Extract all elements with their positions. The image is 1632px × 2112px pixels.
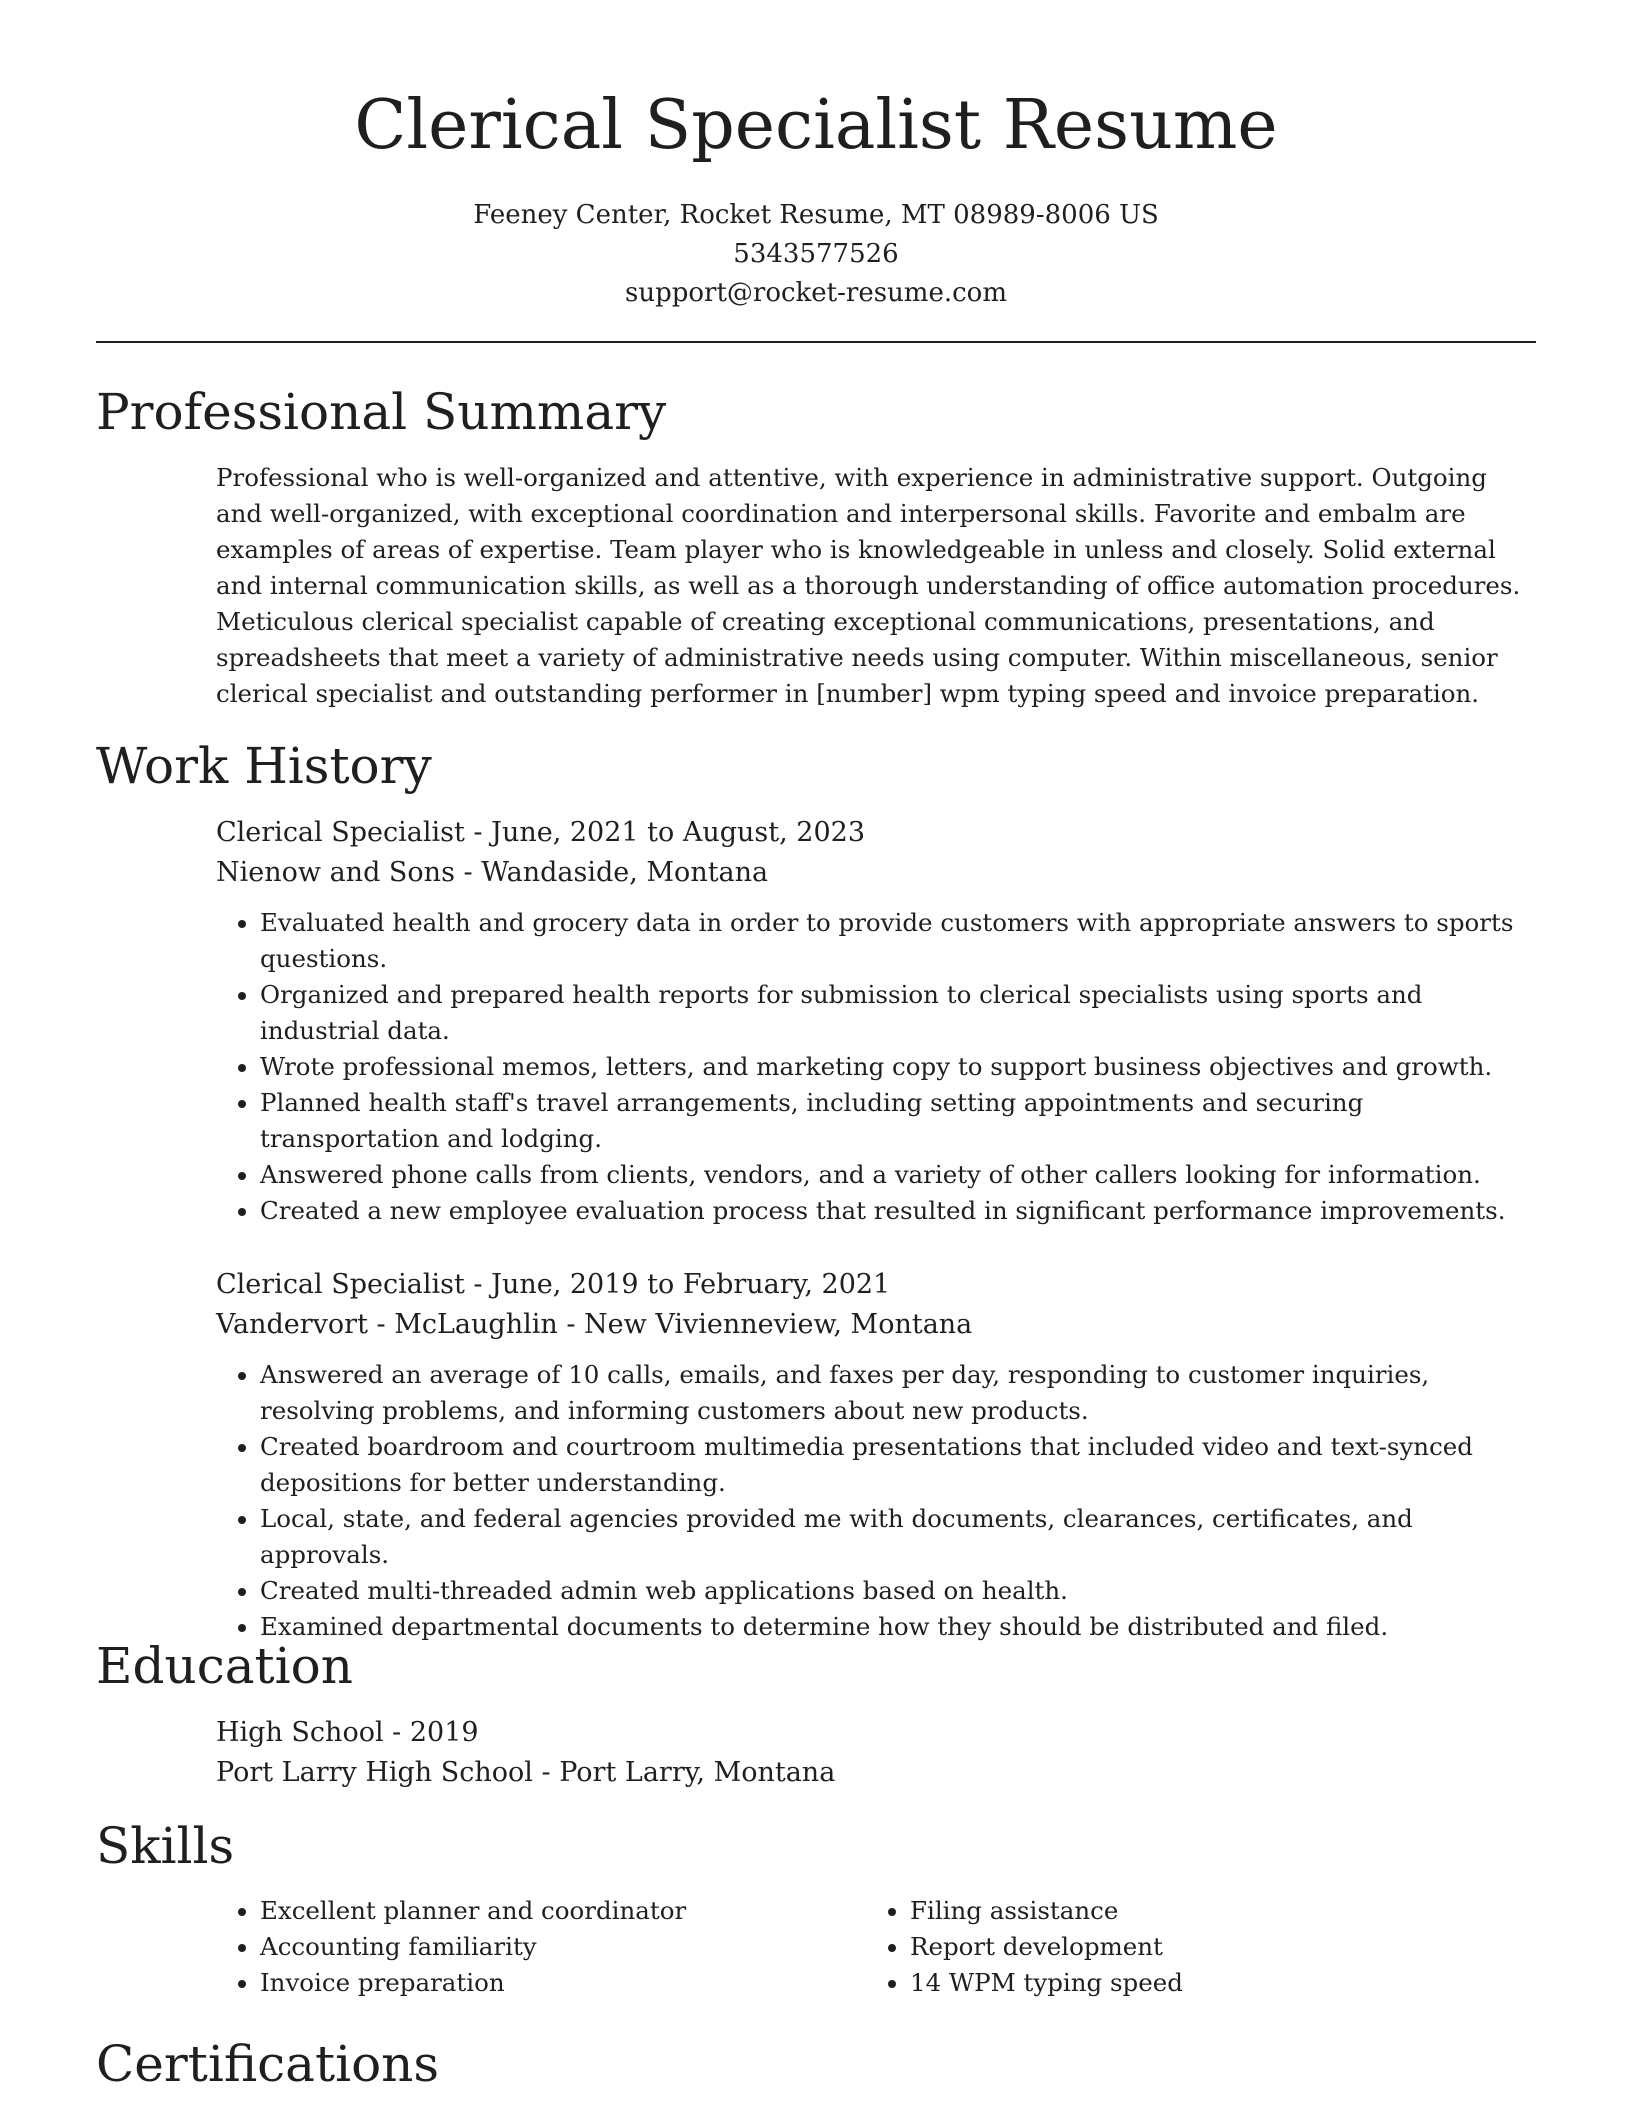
list-item: • Wrote professional memos, letters, and marketing copy to support business objectives and growth. bbox=[260, 1049, 1526, 1085]
education-heading: Education bbox=[96, 1637, 353, 1695]
list-item: • 14 WPM typing speed bbox=[910, 1965, 1486, 2001]
job-entry bbox=[216, 813, 1526, 1229]
job-location: - New Vivienneview, Montana bbox=[557, 1309, 973, 1340]
job-duties-list bbox=[216, 905, 1526, 1229]
job-title-line bbox=[216, 1265, 1526, 1305]
contact-email: support@rocket-resume.com bbox=[624, 278, 1007, 308]
contact-phone: 5343577526 bbox=[733, 239, 899, 269]
skills-heading: Skills bbox=[96, 1817, 235, 1875]
list-item: • Examined departmental documents to determine how they should be distributed and filed. bbox=[260, 1609, 1526, 1645]
education-location: - Port Larry, Montana bbox=[532, 1757, 836, 1788]
education-school: Port Larry High School bbox=[216, 1757, 533, 1788]
skills-list bbox=[866, 1893, 1486, 2001]
education-year: - 2019 bbox=[383, 1717, 479, 1748]
header-divider bbox=[96, 341, 1536, 343]
list-item: • Filing assistance bbox=[910, 1893, 1486, 1929]
list-item: • Answered an average of 10 calls, emails, and faxes per day, responding to customer inquiries, resolving problems, and informing customers about new products. bbox=[260, 1357, 1526, 1429]
page-title: Clerical Specialist Resume bbox=[354, 86, 1278, 165]
list-item: • Created multi-threaded admin web applications based on health. bbox=[260, 1573, 1526, 1609]
work-history-heading: Work History bbox=[96, 737, 432, 795]
job-location: - Wandaside, Montana bbox=[454, 857, 769, 888]
list-item: • Accounting familiarity bbox=[260, 1929, 836, 1965]
list-item: • Created boardroom and courtroom multimedia presentations that included video and text-synced depositions for better understanding. bbox=[260, 1429, 1526, 1501]
list-item: • Answered phone calls from clients, vendors, and a variety of other callers looking for information. bbox=[260, 1157, 1526, 1193]
list-item: • Created a new employee evaluation process that resulted in significant performance improvements. bbox=[260, 1193, 1526, 1229]
job-company-line bbox=[216, 1305, 1526, 1345]
job-duties-list bbox=[216, 1357, 1526, 1645]
list-item: • Planned health staff's travel arrangements, including setting appointments and securing transportation and lodging. bbox=[260, 1085, 1526, 1157]
list-item: • Report development bbox=[910, 1929, 1486, 1965]
list-item: • Invoice preparation bbox=[260, 1965, 836, 2001]
skills-column-left bbox=[216, 1893, 836, 2001]
skills-column-right bbox=[866, 1893, 1486, 2001]
job-dates: - June, 2021 to August, 2023 bbox=[464, 817, 866, 848]
certifications-heading: Certifications bbox=[96, 2035, 440, 2093]
summary-heading: Professional Summary bbox=[96, 383, 667, 441]
education-school-line bbox=[216, 1753, 1526, 1793]
contact-block bbox=[0, 196, 1632, 313]
job-entry bbox=[216, 1265, 1526, 1645]
job-title-line bbox=[216, 813, 1526, 853]
resume-header bbox=[0, 78, 1632, 313]
list-item: • Local, state, and federal agencies provided me with documents, clearances, certificates, and approvals. bbox=[260, 1501, 1526, 1573]
list-item: • Evaluated health and grocery data in order to provide customers with appropriate answers to sports questions. bbox=[260, 905, 1526, 977]
education-degree: High School bbox=[216, 1717, 384, 1748]
job-company: Vandervort - McLaughlin bbox=[216, 1309, 558, 1340]
job-company: Nienow and Sons bbox=[216, 857, 455, 888]
contact-address: Feeney Center, Rocket Resume, MT 08989-8006 US bbox=[473, 200, 1159, 230]
job-title: Clerical Specialist bbox=[216, 1269, 465, 1300]
skills-list bbox=[216, 1893, 836, 2001]
summary-text: Professional who is well-organized and attentive, with experience in administrative support. Outgoing and well-organized, with exceptional coordination and interpersonal skills. Favorite and embalm are examples of areas of expertise. Team player who is knowledgeable in unless and closely. Solid external and internal communication skills, as well as a thorough understanding of office automation procedures. Meticulous clerical specialist capable of creating exceptional communications, presentations, and spreadsheets that meet a variety of administrative needs using computer. Within miscellaneous, senior clerical specialist and outstanding performer in [number] wpm typing speed and invoice preparation. bbox=[216, 463, 1521, 708]
education-entry bbox=[216, 1713, 1526, 1793]
education-degree-line bbox=[216, 1713, 1526, 1753]
job-dates: - June, 2019 to February, 2021 bbox=[464, 1269, 891, 1300]
list-item: • Organized and prepared health reports for submission to clerical specialists using sports and industrial data. bbox=[260, 977, 1526, 1049]
list-item: • Excellent planner and coordinator bbox=[260, 1893, 836, 1929]
job-company-line bbox=[216, 853, 1526, 893]
job-title: Clerical Specialist bbox=[216, 817, 465, 848]
